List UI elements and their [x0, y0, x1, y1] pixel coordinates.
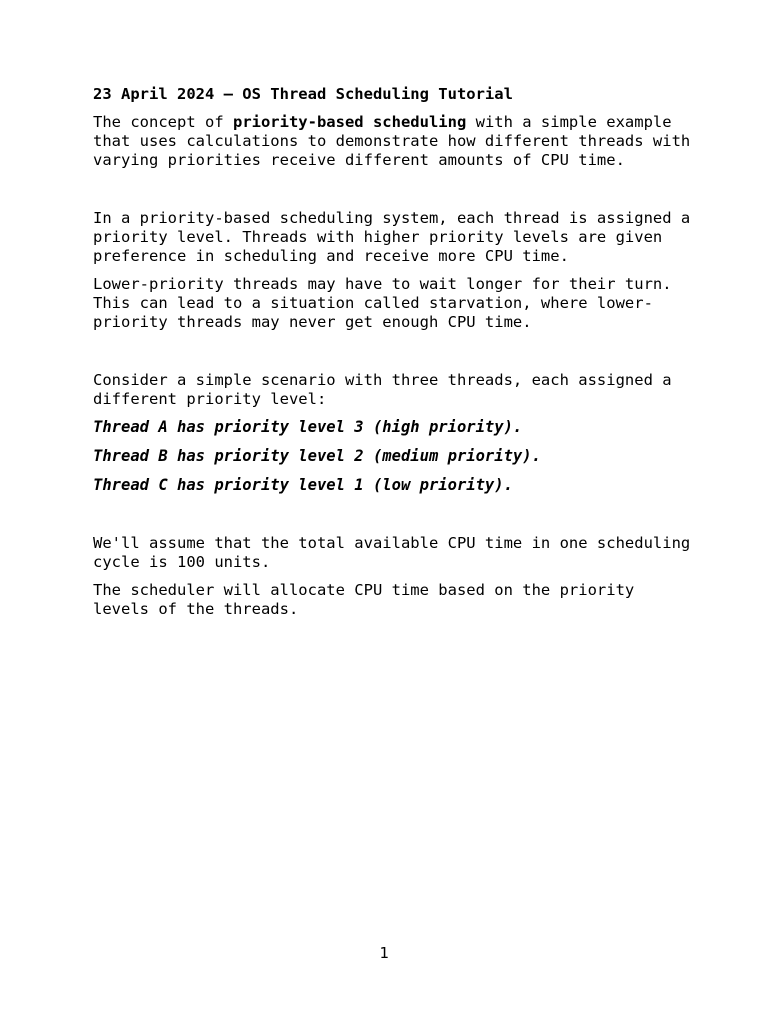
- intro-text-start: The concept of: [93, 113, 233, 131]
- thread-item-b: Thread B has priority level 2 (medium priority).: [93, 447, 541, 465]
- paragraph-cpu-units: We'll assume that the total available CPU time in one scheduling cycle is 100 units.: [93, 534, 691, 571]
- intro-text-end: with a simple example that uses calculations to demonstrate how different threads with varying priorities receive different amounts of CPU time.: [93, 113, 691, 169]
- document-title: 23 April 2024 – OS Thread Scheduling Tutorial: [93, 85, 513, 103]
- intro-bold-term: priority-based scheduling: [232, 113, 467, 131]
- paragraph-priority-system: In a priority-based scheduling system, each thread is assigned a priority level. Threads with higher priority levels are given preference in scheduling and receive more CPU time.: [93, 209, 691, 265]
- thread-item-c: Thread C has priority level 1 (low priority).: [93, 476, 513, 494]
- paragraph-starvation: Lower-priority threads may have to wait longer for their turn. This can lead to a situation called starvation, where lower-priority threads may never get enough CPU time.: [93, 275, 672, 331]
- paragraph-scenario: Consider a simple scenario with three threads, each assigned a different priority level:: [93, 371, 672, 408]
- thread-item-a: Thread A has priority level 3 (high priority).: [93, 418, 523, 436]
- paragraph-allocation: The scheduler will allocate CPU time based on the priority levels of the threads.: [93, 581, 635, 618]
- document-page: [93, 85, 693, 628]
- intro-paragraph: [93, 113, 693, 170]
- page-number: 1: [379, 944, 389, 962]
